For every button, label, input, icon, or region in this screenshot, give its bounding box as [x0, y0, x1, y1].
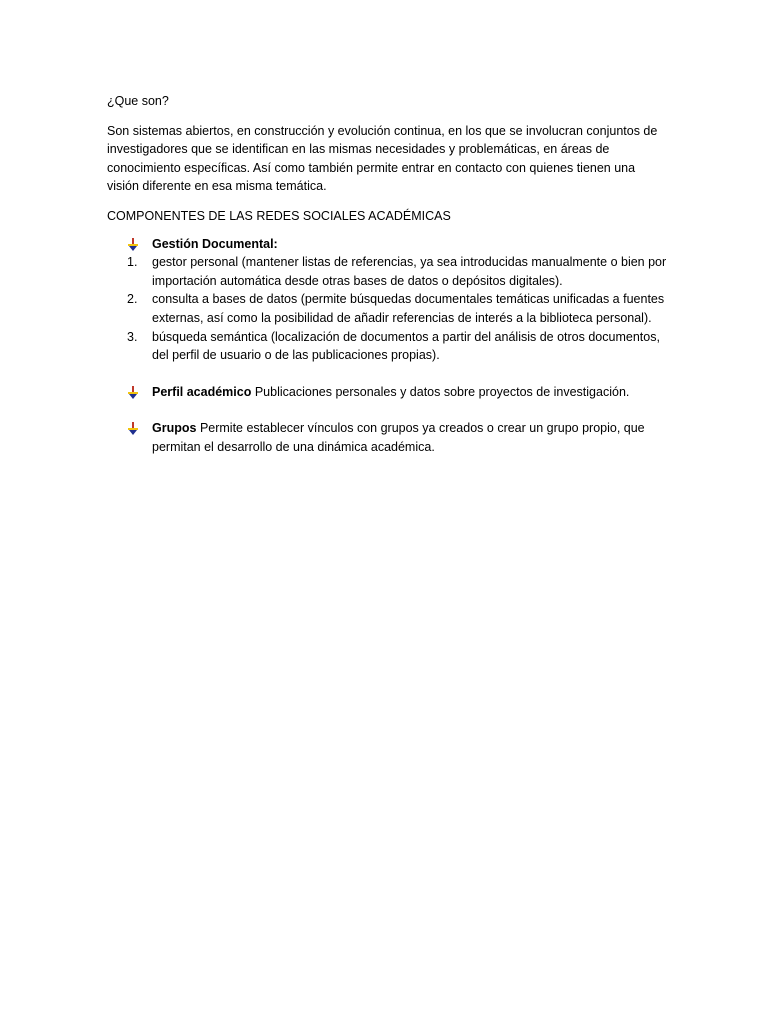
bullet-title: Grupos: [152, 421, 197, 436]
bullet-item-gestion-documental: [107, 235, 667, 254]
bullet-item-grupos: [107, 419, 667, 456]
arrow-down-bullet-icon: [127, 238, 139, 251]
bullet-item-perfil-academico: [107, 383, 667, 402]
numbered-item: [107, 253, 667, 290]
definition-paragraph: Son sistemas abiertos, en construcción y evolución continua, en los que se involucran conjuntos de investigadores que se identifican en las mismas necesidades y problemáticas, en áreas de conocimiento específicas. Así como también permite entrar en contacto con quienes tienen una visión diferente en esa misma temática.: [107, 123, 658, 194]
bullet-title: Perfil académico: [152, 384, 252, 399]
item-number: 1.: [127, 255, 138, 270]
numbered-item: [107, 328, 667, 365]
item-number: 3.: [127, 329, 138, 344]
components-heading: COMPONENTES DE LAS REDES SOCIALES ACADÉMICAS: [107, 208, 451, 223]
numbered-item: [107, 290, 667, 327]
question-heading: ¿Que son?: [107, 94, 169, 108]
arrow-down-bullet-icon: [127, 386, 139, 399]
bullet-text: Permite establecer vínculos con grupos ya creados o crear un grupo propio, que permitan el desarrollo de una dinámica académica.: [152, 421, 645, 454]
spacer: [107, 401, 667, 419]
item-text: gestor personal (mantener listas de referencias, ya sea introducidas manualmente o bien por importación automática desde otras bases de datos o depósitos digitales).: [152, 255, 667, 288]
item-text: búsqueda semántica (localización de documentos a partir del análisis de otros documentos, del perfil de usuario o de las publicaciones propias).: [152, 329, 660, 363]
item-text: consulta a bases de datos (permite búsquedas documentales temáticas unificadas a fuentes externas, así como la posibilidad de añadir referencias de interés a la biblioteca personal).: [152, 292, 665, 325]
item-number: 2.: [127, 292, 138, 307]
document-content: [107, 92, 667, 457]
spacer: [107, 365, 667, 383]
bullet-text: Publicaciones personales y datos sobre proyectos de investigación.: [254, 384, 630, 399]
arrow-down-bullet-icon: [127, 422, 139, 435]
bullet-title: Gestión Documental:: [152, 236, 278, 251]
